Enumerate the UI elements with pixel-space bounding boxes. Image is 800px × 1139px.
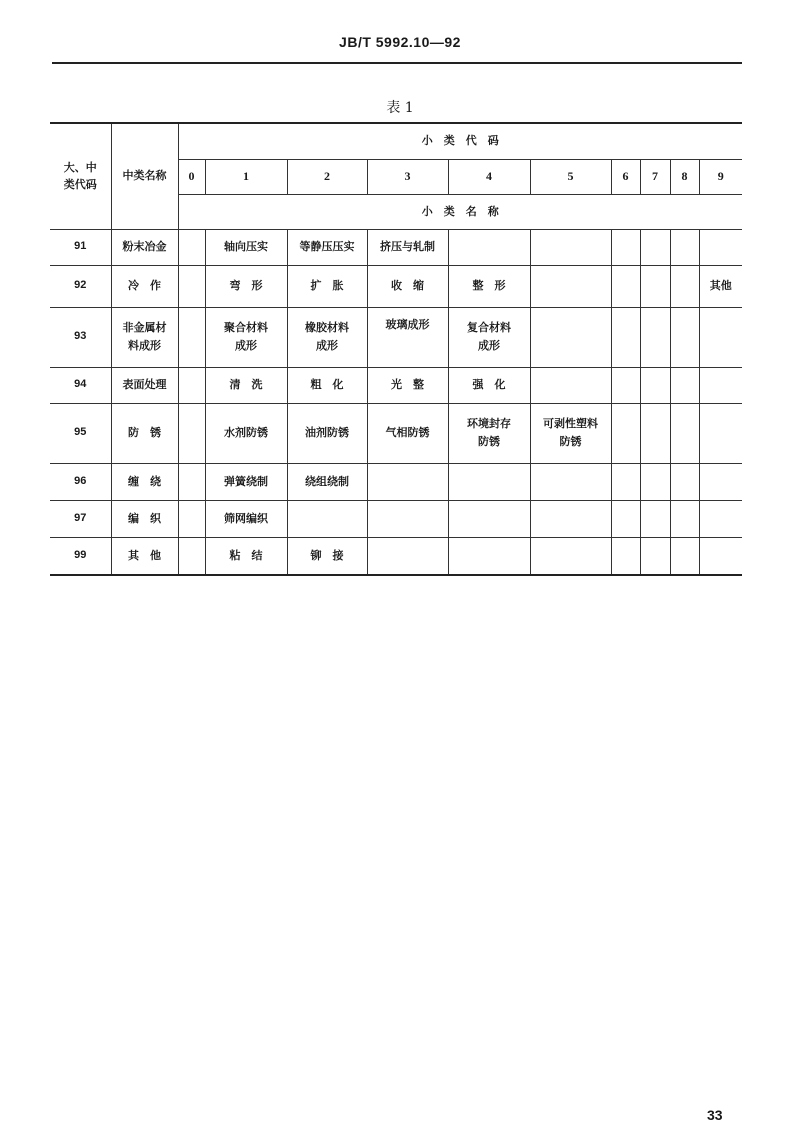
row-cell-9 bbox=[699, 463, 742, 500]
row-cell-0 bbox=[178, 367, 205, 403]
row-cell-8 bbox=[670, 367, 699, 403]
header-sub-name-group: 小 类 名 称 bbox=[178, 194, 742, 229]
row-cell-6 bbox=[611, 265, 640, 307]
row-cell-0 bbox=[178, 229, 205, 265]
table-row bbox=[50, 367, 742, 403]
row-cell-6 bbox=[611, 229, 640, 265]
table-row bbox=[50, 229, 742, 265]
row-cell-3 bbox=[367, 500, 448, 537]
row-name: 冷 作 bbox=[111, 265, 178, 307]
row-code: 91 bbox=[50, 229, 111, 265]
table-title: 表 1 bbox=[386, 100, 414, 116]
row-cell-9 bbox=[699, 500, 742, 537]
row-cell-5 bbox=[530, 403, 611, 463]
standard-number-header: JB/T 5992.10—92 bbox=[339, 34, 461, 50]
row-cell-4: 整 形 bbox=[448, 265, 530, 307]
row-cell-8 bbox=[670, 500, 699, 537]
row-cell-5 bbox=[530, 265, 611, 307]
row-cell-3: 挤压与轧制 bbox=[367, 229, 448, 265]
sub-code-2: 2 bbox=[287, 159, 367, 194]
row-cell-3: 玻璃成形 bbox=[367, 307, 448, 367]
row-cell-2: 铆 接 bbox=[287, 537, 367, 575]
header-sub-code-group: 小 类 代 码 bbox=[178, 123, 742, 159]
row-cell-6 bbox=[611, 500, 640, 537]
header-rule bbox=[52, 62, 742, 64]
row-cell-1 bbox=[205, 307, 287, 367]
row-cell-7 bbox=[640, 403, 670, 463]
row-cell-4 bbox=[448, 537, 530, 575]
row-cell-9 bbox=[699, 307, 742, 367]
row-cell-9 bbox=[699, 367, 742, 403]
row-cell-5 bbox=[530, 537, 611, 575]
row-cell-3: 光 整 bbox=[367, 367, 448, 403]
row-cell-4-text: 复合材料成形 bbox=[467, 321, 511, 352]
sub-code-3: 3 bbox=[367, 159, 448, 194]
header-main-code bbox=[50, 123, 111, 229]
row-cell-4 bbox=[448, 403, 530, 463]
row-cell-8 bbox=[670, 463, 699, 500]
row-cell-6 bbox=[611, 307, 640, 367]
row-code: 94 bbox=[50, 367, 111, 403]
row-name bbox=[111, 307, 178, 367]
row-cell-1: 粘 结 bbox=[205, 537, 287, 575]
row-cell-2: 油剂防锈 bbox=[287, 403, 367, 463]
row-cell-0 bbox=[178, 403, 205, 463]
row-cell-5 bbox=[530, 367, 611, 403]
row-cell-8 bbox=[670, 403, 699, 463]
row-cell-0 bbox=[178, 307, 205, 367]
row-cell-7 bbox=[640, 265, 670, 307]
row-cell-4 bbox=[448, 307, 530, 367]
row-cell-5 bbox=[530, 463, 611, 500]
row-cell-8 bbox=[670, 265, 699, 307]
row-cell-9 bbox=[699, 403, 742, 463]
row-cell-7 bbox=[640, 229, 670, 265]
sub-code-6: 6 bbox=[611, 159, 640, 194]
table-row bbox=[50, 537, 742, 575]
row-cell-5 bbox=[530, 307, 611, 367]
row-cell-8 bbox=[670, 229, 699, 265]
header-main-code-label: 大、中类代码 bbox=[63, 160, 97, 192]
row-cell-2: 绕组绕制 bbox=[287, 463, 367, 500]
sub-code-0: 0 bbox=[178, 159, 205, 194]
row-name: 编 织 bbox=[111, 500, 178, 537]
row-name: 表面处理 bbox=[111, 367, 178, 403]
row-code: 92 bbox=[50, 265, 111, 307]
row-cell-6 bbox=[611, 537, 640, 575]
row-cell-7 bbox=[640, 537, 670, 575]
row-cell-4: 强 化 bbox=[448, 367, 530, 403]
row-name: 其 他 bbox=[111, 537, 178, 575]
row-cell-8 bbox=[670, 307, 699, 367]
row-name: 粉末冶金 bbox=[111, 229, 178, 265]
row-cell-1: 清 洗 bbox=[205, 367, 287, 403]
row-cell-2 bbox=[287, 307, 367, 367]
row-cell-9 bbox=[699, 229, 742, 265]
row-cell-3 bbox=[367, 537, 448, 575]
row-cell-7 bbox=[640, 500, 670, 537]
row-cell-9: 其他 bbox=[699, 265, 742, 307]
row-cell-2-text: 橡胶材料成形 bbox=[305, 321, 349, 352]
table-row bbox=[50, 307, 742, 367]
row-cell-8 bbox=[670, 537, 699, 575]
row-cell-9 bbox=[699, 537, 742, 575]
row-cell-4-text: 环境封存防锈 bbox=[467, 417, 511, 448]
row-code: 96 bbox=[50, 463, 111, 500]
row-cell-3: 气相防锈 bbox=[367, 403, 448, 463]
sub-code-5: 5 bbox=[530, 159, 611, 194]
row-cell-1: 弹簧绕制 bbox=[205, 463, 287, 500]
row-cell-3 bbox=[367, 463, 448, 500]
row-code: 97 bbox=[50, 500, 111, 537]
sub-code-4: 4 bbox=[448, 159, 530, 194]
row-cell-2 bbox=[287, 500, 367, 537]
header-main-name: 中类名称 bbox=[111, 123, 178, 229]
row-cell-7 bbox=[640, 307, 670, 367]
table-row bbox=[50, 500, 742, 537]
row-cell-5 bbox=[530, 229, 611, 265]
row-cell-6 bbox=[611, 463, 640, 500]
row-cell-7 bbox=[640, 463, 670, 500]
table-row bbox=[50, 403, 742, 463]
row-cell-0 bbox=[178, 463, 205, 500]
classification-table bbox=[50, 122, 742, 576]
row-cell-4 bbox=[448, 229, 530, 265]
row-cell-1: 弯 形 bbox=[205, 265, 287, 307]
row-cell-0 bbox=[178, 265, 205, 307]
row-cell-1: 水剂防锈 bbox=[205, 403, 287, 463]
page-number: 33 bbox=[707, 1107, 723, 1123]
row-cell-2: 扩 胀 bbox=[287, 265, 367, 307]
row-cell-7 bbox=[640, 367, 670, 403]
sub-code-7: 7 bbox=[640, 159, 670, 194]
row-code: 99 bbox=[50, 537, 111, 575]
row-cell-0 bbox=[178, 537, 205, 575]
row-cell-4 bbox=[448, 500, 530, 537]
table-row bbox=[50, 463, 742, 500]
row-name-text: 非金属材料成形 bbox=[122, 321, 167, 352]
row-code: 93 bbox=[50, 307, 111, 367]
sub-code-9: 9 bbox=[699, 159, 742, 194]
row-cell-6 bbox=[611, 367, 640, 403]
row-cell-2: 粗 化 bbox=[287, 367, 367, 403]
row-cell-0 bbox=[178, 500, 205, 537]
row-cell-5-text: 可剥性塑料防锈 bbox=[543, 417, 598, 448]
sub-code-1: 1 bbox=[205, 159, 287, 194]
table-row bbox=[50, 265, 742, 307]
row-cell-1: 轴向压实 bbox=[205, 229, 287, 265]
row-cell-5 bbox=[530, 500, 611, 537]
row-cell-4 bbox=[448, 463, 530, 500]
row-cell-1-text: 聚合材料成形 bbox=[224, 321, 268, 352]
row-code: 95 bbox=[50, 403, 111, 463]
sub-code-8: 8 bbox=[670, 159, 699, 194]
row-name: 缠 绕 bbox=[111, 463, 178, 500]
row-cell-2: 等静压压实 bbox=[287, 229, 367, 265]
row-cell-3: 收 缩 bbox=[367, 265, 448, 307]
row-cell-1: 筛网编织 bbox=[205, 500, 287, 537]
row-name: 防 锈 bbox=[111, 403, 178, 463]
row-cell-6 bbox=[611, 403, 640, 463]
